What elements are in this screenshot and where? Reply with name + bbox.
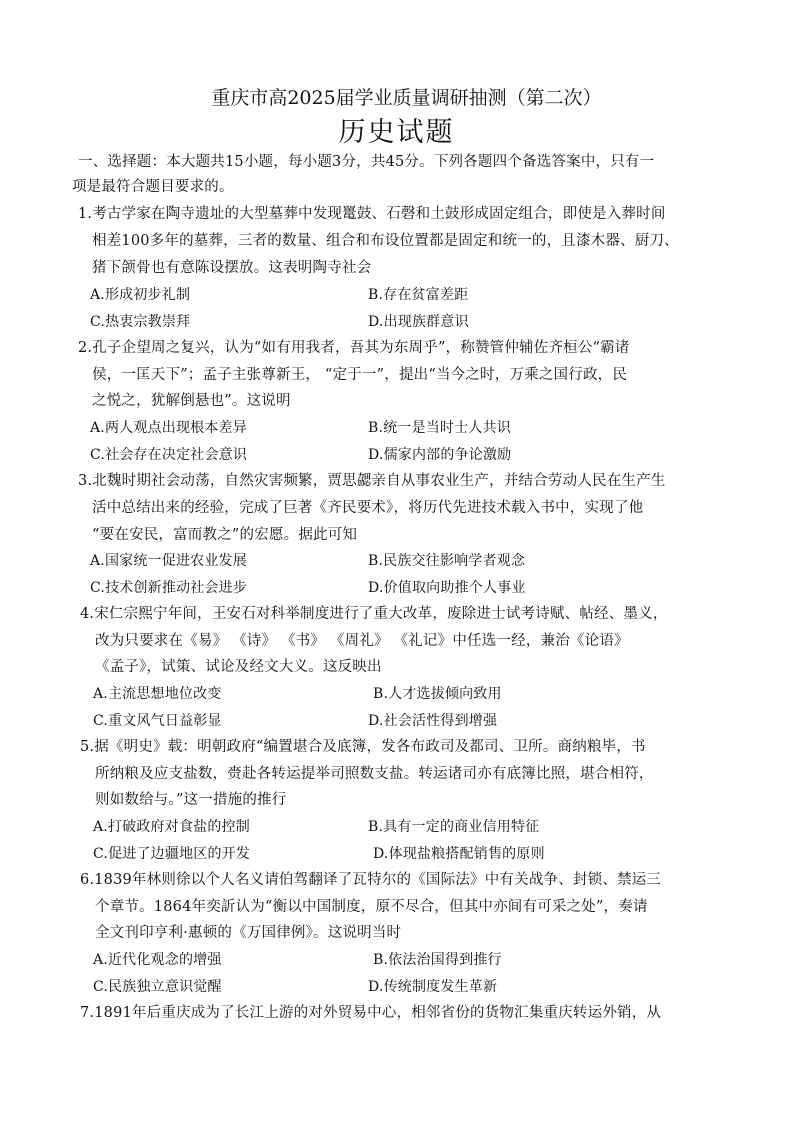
question-text-line: “要在安民，富而教之”的宏愿。据此可知 (92, 527, 358, 543)
option-d: D.出现族群意识 (368, 314, 469, 330)
question-text-line: 则如数给与。”这一措施的推行 (95, 792, 287, 808)
question-text-line: 5.据《明史》载：明朝政府“编置堪合及底簿，发各布政司及都司、卫所。商纳粮毕，书 (80, 739, 646, 755)
option-a: A.两人观点出现根本差异 (90, 420, 247, 436)
question-text-line: 《孟子》，试策、试论及经文大义。这反映出 (95, 659, 382, 675)
option-d: D.价值取向助推个人事业 (368, 580, 526, 596)
option-c: C.社会存在决定社会意识 (90, 447, 248, 463)
option-d: D.儒家内部的争论激励 (368, 447, 512, 463)
option-c: C.技术创新推动社会进步 (90, 580, 248, 596)
option-a: A.形成初步礼制 (90, 287, 191, 303)
question-text-line: 侯，一匡天下”；孟子主张尊新王， “定于一”，提出“当今之时，万乘之国行政，民 (92, 367, 628, 383)
option-b: B.存在贫富差距 (368, 287, 469, 303)
question-text-line: 之悦之，犹解倒悬也”。这说明 (92, 393, 291, 409)
section-instructions-line-2: 项是最符合题目要求的。 (72, 179, 234, 195)
option-b: B.民族交往影响学者观念 (368, 553, 526, 569)
question-text-line: 3.北魏时期社会动荡，自然灾害频繁，贾思勰亲自从事农业生产，并结合劳动人民在生产生 (78, 473, 666, 489)
question-text-line: 相差100多年的墓葬，三者的数量、组合和布设位置都是固定和统一的，且漆木器、厨刀、 (92, 233, 679, 249)
option-d: D.体现盐粮搭配销售的原则 (373, 846, 545, 862)
question-text-line: 活中总结出来的经验，完成了巨著《齐民要术》，将历代先进技术载入书中，实现了他 (92, 500, 644, 516)
question-text-line: 猪下颌骨也有意陈设摆放。这表明陶寺社会 (92, 260, 372, 276)
exam-title: 重庆市高2025届学业质量调研抽测（第二次） (211, 87, 602, 109)
option-c: C.重文风气日益彰显 (93, 713, 222, 729)
option-a: A.国家统一促进农业发展 (90, 553, 247, 569)
question-text-line: 1.考古学家在陶寺遗址的大型墓葬中发现鼍鼓、石磬和土鼓形成固定组合，即使是入葬时间 (78, 206, 666, 222)
option-c: C.热衷宗教崇拜 (90, 314, 191, 330)
option-d: D.传统制度发生革新 (368, 979, 498, 995)
section-instructions-line-1: 一、选择题：本大题共15小题，每小题3分，共45分。下列各题四个备选答案中，只有一 (78, 154, 655, 170)
option-a: A.主流思想地位改变 (93, 686, 222, 702)
exam-subject: 历史试题 (338, 117, 455, 148)
option-c: C.促进了边疆地区的开发 (93, 846, 251, 862)
option-d: D.社会活性得到增强 (368, 713, 498, 729)
option-b: B.人才选拔倾向致用 (373, 686, 502, 702)
option-a: A.打破政府对食盐的控制 (93, 819, 250, 835)
question-text-line: 6.1839年林则徐以个人名义请伯驾翻译了瓦特尔的《国际法》中有关战争、封锁、禁运三 (80, 872, 662, 888)
option-c: C.民族独立意识觉醒 (93, 979, 222, 995)
question-text-line: 个章节。1864年奕訢认为“衡以中国制度，原不尽合，但其中亦间有可采之处”，奏请 (95, 899, 648, 915)
question-text-line: 7.1891年后重庆成为了长江上游的对外贸易中心，相邻省份的货物汇集重庆转运外销，从 (80, 1005, 662, 1021)
option-b: B.具有一定的商业信用特征 (368, 819, 540, 835)
option-b: B.统一是当时士人共识 (368, 420, 511, 436)
option-b: B.依法治国得到推行 (373, 952, 502, 968)
question-text-line: 4.宋仁宗熙宁年间，王安石对科举制度进行了重大改革，废除进士试考诗赋、帖经、墨义， (80, 606, 668, 622)
question-text-line: 改为只要求在《易》 《诗》 《书》 《周礼》 《礼记》中任选一经，兼治《论语》 (95, 633, 629, 649)
question-text-line: 全文刊印亨利·惠顿的《万国律例》。这说明当时 (95, 925, 402, 941)
question-text-line: 2.孔子企望周之复兴，认为“如有用我者，吾其为东周乎”，称赞管仲辅佐齐桓公“霸诸 (78, 340, 630, 356)
question-text-line: 所纳粮及应支盐数，赍赴各转运提举司照数支盐。转运诸司亦有底簿比照，堪合相符， (95, 766, 654, 782)
option-a: A.近代化观念的增强 (93, 952, 222, 968)
